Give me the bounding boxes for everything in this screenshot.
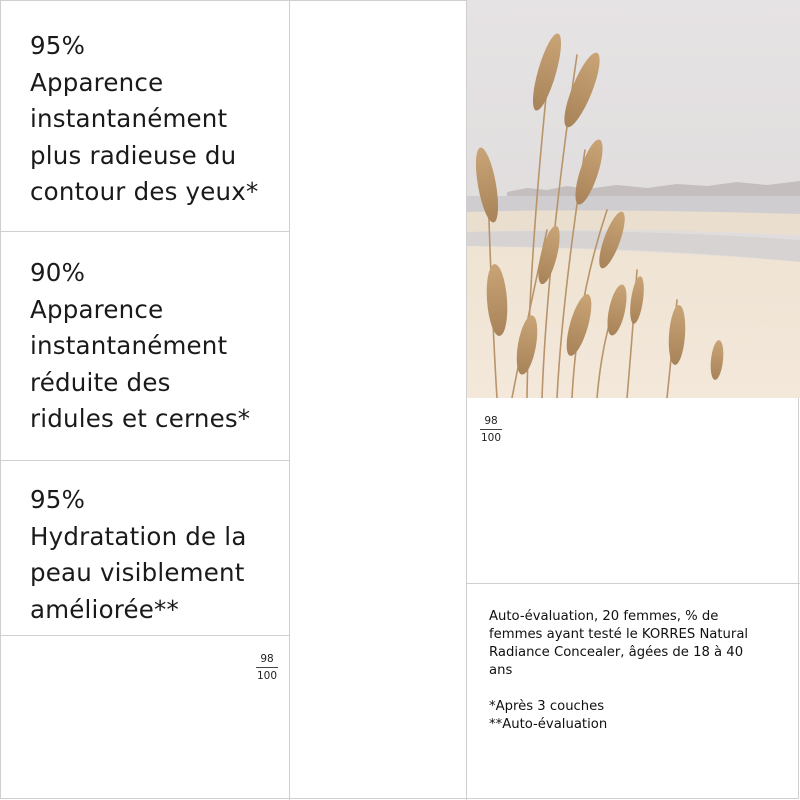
fraction-bar <box>480 429 502 430</box>
stat-line: améliorée** <box>30 594 179 624</box>
stat-line: Apparence <box>30 67 164 97</box>
study-note-line: femmes ayant testé le KORRES Natural <box>489 627 749 642</box>
row-divider <box>0 635 290 636</box>
stat-block-radiance <box>30 28 285 211</box>
stat-line: instantanément <box>30 331 228 360</box>
stat-line: contour des yeux* <box>30 177 259 206</box>
study-note-line: Auto-évaluation, 20 femmes, % de <box>489 609 719 624</box>
study-note-line: Radiance Concealer, âgées de 18 à 40 <box>489 645 744 660</box>
row-divider <box>0 460 290 461</box>
stat-line: peau visiblement <box>30 558 245 587</box>
stat-block-hydration <box>30 482 285 628</box>
stat-line: instantanément <box>30 104 228 133</box>
score-denominator: 100 <box>256 670 278 682</box>
stat-line: réduite des <box>30 367 171 397</box>
stat-line: Hydratation de la <box>30 521 247 551</box>
stat-percent: 95% <box>30 31 86 60</box>
study-note <box>489 608 779 734</box>
score-fraction-right <box>476 415 506 445</box>
study-note-line: ans <box>489 663 513 678</box>
stat-line: plus radieuse du <box>30 140 237 170</box>
fraction-bar <box>256 667 278 668</box>
beach-reeds-photo <box>467 0 800 398</box>
stat-percent: 90% <box>30 258 86 287</box>
score-numerator: 98 <box>484 415 498 427</box>
stat-line: Apparence <box>30 294 164 324</box>
stat-line: ridules et cernes* <box>30 404 251 433</box>
score-numerator: 98 <box>260 653 274 665</box>
footnote-after-three-layers: *Après 3 couches <box>489 699 605 714</box>
score-fraction-left <box>252 653 282 683</box>
row-divider <box>0 231 290 232</box>
beach-reeds-illustration <box>467 0 800 398</box>
score-denominator: 100 <box>480 432 502 444</box>
column-divider <box>289 0 290 800</box>
row-divider <box>467 583 800 584</box>
stat-block-fine-lines <box>30 255 285 438</box>
stat-percent: 95% <box>30 485 86 514</box>
footnote-self-assessment: **Auto-évaluation <box>489 717 608 732</box>
